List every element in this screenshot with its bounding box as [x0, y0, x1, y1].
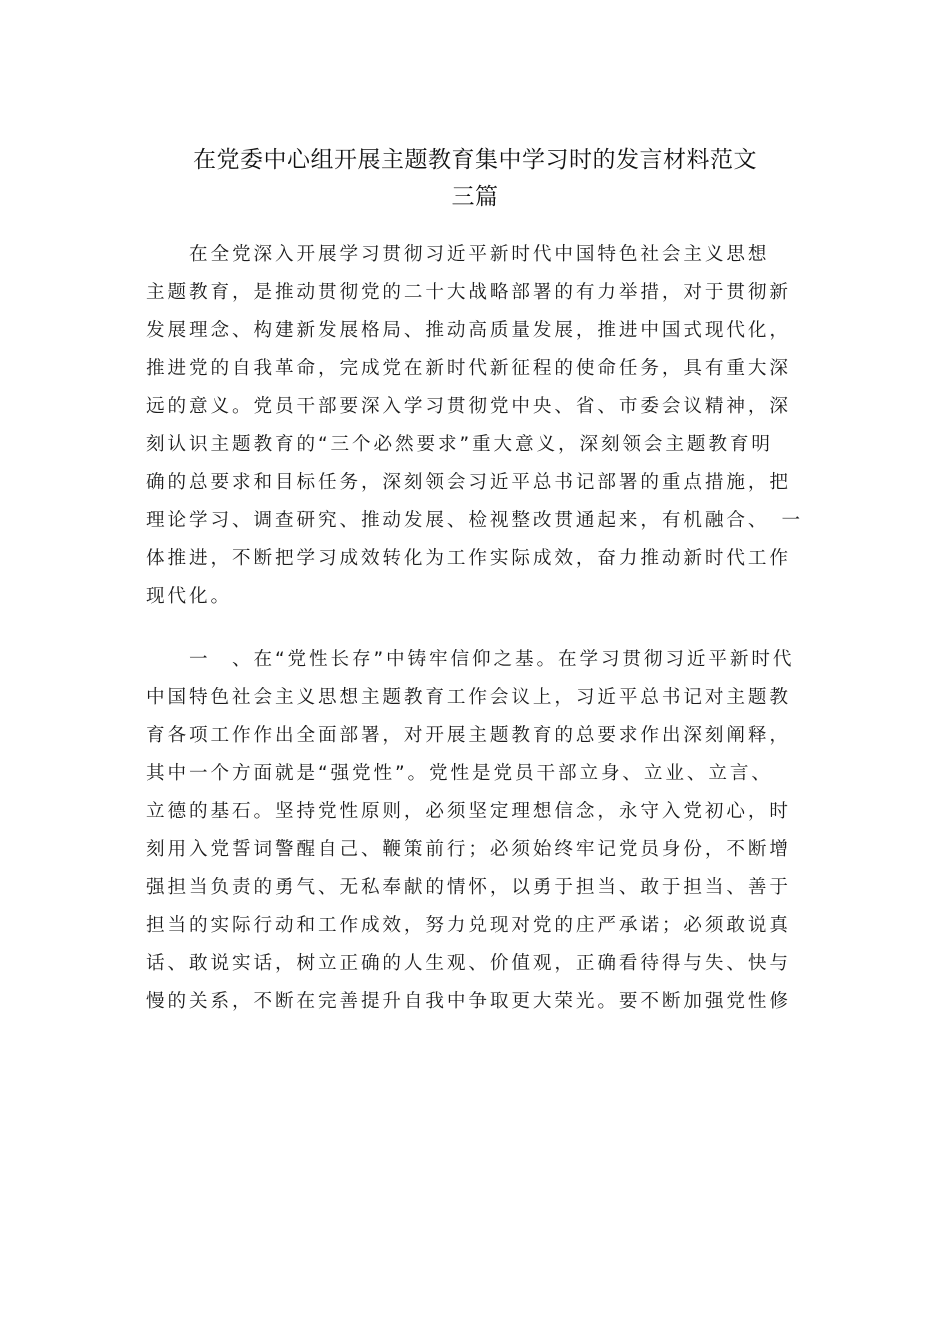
document-title [145, 142, 805, 216]
text-line: 刻用入党誓词警醒自己、鞭策前行；必须始终牢记党员身份，不断增 [146, 839, 791, 860]
text-line: 刻认识主题教育的“三个必然要求”重大意义，深刻领会主题教育明 [146, 434, 773, 455]
text-line: 话、敢说实话，树立正确的人生观、价值观，正确看待得与失、快与 [146, 953, 791, 974]
text-line: 体推进，不断把学习成效转化为工作实际成效，奋力推动新时代工作 [146, 548, 791, 569]
title-line: 三篇 [451, 184, 499, 210]
text-line: 中国特色社会主义思想主题教育工作会议上，习近平总书记对主题教 [146, 687, 791, 708]
text-line: 一 、在“党性长存”中铸牢信仰之基。在学习贯彻习近平新时代 [146, 649, 795, 670]
paragraph-section-one [146, 641, 810, 1021]
text-line: 担当的实际行动和工作成效，努力兑现对党的庄严承诺；必须敢说真 [146, 915, 791, 936]
text-line: 在全党深入开展学习贯彻习近平新时代中国特色社会主义思想 [146, 244, 770, 265]
text-line: 推进党的自我革命，完成党在新时代新征程的使命任务，具有重大深 [146, 358, 791, 379]
document-body [146, 236, 810, 1021]
text-line: 远的意义。党员干部要深入学习贯彻党中央、省、市委会议精神，深 [146, 396, 791, 417]
text-line: 确的总要求和目标任务，深刻领会习近平总书记部署的重点措施，把 [146, 472, 791, 493]
text-line: 其中一个方面就是“强党性”。党性是党员干部立身、立业、立言、 [146, 763, 773, 784]
text-line: 立德的基石。坚持党性原则，必须坚定理想信念，永守入党初心，时 [146, 801, 791, 822]
text-line: 发展理念、构建新发展格局、推动高质量发展，推进中国式现代化， [146, 320, 791, 341]
paragraph-intro [146, 236, 810, 616]
paragraph-spacer [146, 616, 810, 641]
text-line: 现代化。 [146, 586, 232, 607]
text-line: 主题教育，是推动贯彻党的二十大战略部署的有力举措，对于贯彻新 [146, 282, 791, 303]
text-line: 育各项工作作出全面部署，对开展主题教育的总要求作出深刻阐释， [146, 725, 791, 746]
text-line: 理论学习、调查研究、推动发展、检视整改贯通起来，有机融合、 一 [146, 510, 804, 531]
text-line: 慢的关系，不断在完善提升自我中争取更大荣光。要不断加强党性修 [146, 991, 791, 1012]
title-line: 在党委中心组开展主题教育集中学习时的发言材料范文 [193, 147, 757, 173]
text-line: 强担当负责的勇气、无私奉献的情怀，以勇于担当、敢于担当、善于 [146, 877, 791, 898]
